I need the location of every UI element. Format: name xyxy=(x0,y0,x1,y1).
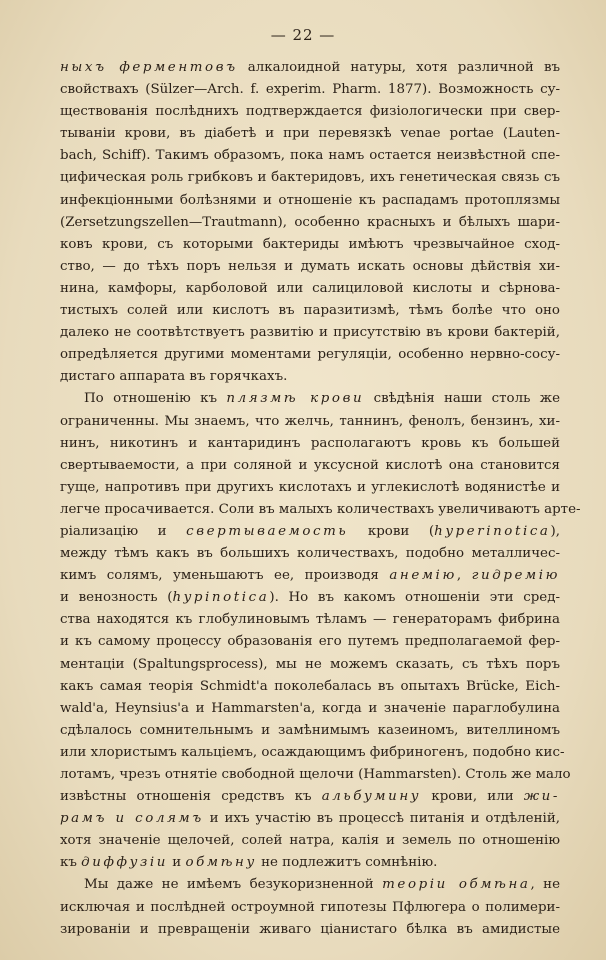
text-line xyxy=(60,123,560,145)
text-line xyxy=(60,256,560,278)
text-run: крови, или xyxy=(421,789,524,805)
text-run: зированіи и превращеніи живаго ціанистаго бѣлка въ амидистые xyxy=(60,921,560,937)
text-line xyxy=(60,212,560,234)
text-run: кимъ солямъ, уменьшаютъ ее, производя xyxy=(60,568,390,584)
text-run: нинъ, никотинъ и кантаридинъ располагаютъ кровь къ большей xyxy=(60,435,560,451)
text-line xyxy=(60,344,560,366)
spaced-emphasis: свертываемость xyxy=(186,523,349,539)
text-run: wald'a, Heynsius'a и Hammarsten'a, когда и значеніе параглобулина xyxy=(60,700,560,716)
text-run: тистыхъ солей или кислотъ въ паразитизмѣ, тѣмъ болѣе что оно xyxy=(60,303,560,319)
text-line xyxy=(60,433,560,455)
text-line xyxy=(60,411,560,433)
text-run: тываніи крови, въ діабетѣ и при перевязкѣ venae portae (Lauten- xyxy=(60,126,560,142)
text-run: и ихъ участію въ процессѣ питанія и отдѣленій, xyxy=(203,811,560,827)
text-line xyxy=(60,300,560,322)
text-run: опредѣляется другими моментами регуляціи, особенно нервно-сосу- xyxy=(60,347,560,363)
text-line xyxy=(60,631,560,653)
text-line xyxy=(60,830,560,852)
text-run: свертываемости, а при соляной и уксусной кислотѣ она становится xyxy=(60,457,560,473)
text-line xyxy=(60,609,560,631)
text-run: крови ( xyxy=(348,523,435,539)
text-run: и къ самому процессу образованія его путемъ предполагаемой фер- xyxy=(60,634,560,650)
text-line xyxy=(60,455,560,477)
text-line xyxy=(60,874,560,896)
text-line xyxy=(60,808,560,830)
text-line xyxy=(60,101,560,123)
text-run: далеко не соотвѣтствуетъ развитію и присутствію въ крови бактерій, xyxy=(60,325,560,341)
text-line xyxy=(60,499,581,521)
body-text xyxy=(60,57,581,941)
text-run: и xyxy=(168,855,186,871)
spaced-emphasis: альбумину xyxy=(321,789,422,805)
text-run: какъ самая теорія Schmidt'а поколебалась въ опытахъ Brücke, Eich- xyxy=(60,678,560,694)
text-line xyxy=(60,897,560,919)
text-line xyxy=(60,786,560,808)
text-run: ковъ крови, съ которыми бактериды имѣютъ чрезвычайное сход- xyxy=(60,236,560,252)
text-run: сдѣлалось сомнительнымъ и замѣнимымъ казеиномъ, вителлиномъ xyxy=(60,722,560,738)
text-line xyxy=(60,676,560,698)
text-run: между тѣмъ какъ въ большихъ количествахъ, подобно металличес- xyxy=(60,546,560,562)
spaced-emphasis: hyperinotica xyxy=(434,523,551,539)
text-line xyxy=(60,764,571,786)
text-line xyxy=(60,587,560,609)
text-line xyxy=(60,57,560,79)
spaced-emphasis: hypinotica xyxy=(172,590,270,606)
text-run: ства находятся къ глобулиновымъ тѣламъ — генераторамъ фибрина xyxy=(60,612,560,628)
text-run: , не xyxy=(530,877,560,893)
text-run: bach, Schiff). Такимъ образомъ, пока намъ остается неизвѣстной спе- xyxy=(60,148,560,164)
spaced-emphasis: плязмѣ крови xyxy=(226,391,365,407)
text-line xyxy=(60,366,560,388)
text-line xyxy=(60,720,560,742)
text-line xyxy=(60,742,565,764)
text-line xyxy=(60,388,560,410)
spaced-emphasis: теоріи обмѣна xyxy=(382,877,531,893)
text-run: исключая и послѣдней остроумной гипотезы Пфлюгера о полимери- xyxy=(60,899,560,915)
text-run: (Zersetzungszellen—Trautmann), особенно красныхъ и бѣлыхъ шари- xyxy=(60,214,560,230)
text-run: , xyxy=(456,568,472,584)
text-run: ментаціи (Spaltungsprocess), мы не можемъ сказать, съ тѣхъ поръ xyxy=(60,656,560,672)
text-run: и венозность ( xyxy=(60,590,173,606)
spaced-emphasis: диффузіи xyxy=(81,855,169,871)
text-run: гуще, напротивъ при другихъ кислотахъ и углекислотѣ водянистѣе и xyxy=(60,479,560,495)
text-run: не подлежитъ сомнѣнію. xyxy=(256,855,438,871)
text-run: Мы даже не имѣемъ безукоризненной xyxy=(84,877,383,893)
spaced-emphasis: обмѣну xyxy=(185,855,257,871)
text-line xyxy=(60,145,560,167)
text-line xyxy=(60,654,560,676)
text-run: дистаго аппарата въ горячкахъ. xyxy=(60,369,288,385)
text-run: свойствахъ (Sülzer—Arch. f. experim. Pharm. 1877). Возможность су- xyxy=(60,82,560,98)
text-run: ществованія послѣднихъ подтверждается физіологически при свер- xyxy=(60,104,560,120)
text-run: къ xyxy=(60,855,82,871)
text-run: нина, камфоры, карболовой или салициловой кислоты и сѣрнова- xyxy=(60,280,560,296)
text-run: ріализацію и xyxy=(60,523,187,539)
text-run: алкалоидной натуры, хотя различной въ xyxy=(237,60,561,75)
text-line xyxy=(60,79,560,101)
text-line xyxy=(60,477,560,499)
text-line xyxy=(60,565,560,587)
text-run: или хлористымъ кальціемъ, осаждающимъ фибриногенъ, подобно кис- xyxy=(60,744,565,760)
text-run: хотя значеніе щелочей, солей натра, калія и земель по отношенію xyxy=(60,833,560,849)
spaced-emphasis: жи- xyxy=(523,789,560,805)
text-line xyxy=(60,190,560,212)
text-run: ство, — до тѣхъ поръ нельзя и думать искать основы дѣйствія хи- xyxy=(60,258,560,274)
text-line xyxy=(60,521,560,543)
text-line xyxy=(60,698,560,720)
spaced-emphasis: анемію xyxy=(389,568,457,584)
text-line xyxy=(60,543,560,565)
text-run: извѣстны отношенія средствъ къ xyxy=(60,789,322,805)
text-run: лотамъ, чрезъ отнятіе свободной щелочи (Hammarsten). Столь же мало xyxy=(60,767,571,782)
text-line xyxy=(60,167,560,189)
text-run: легче просачивается. Соли въ малыхъ количествахъ увеличиваютъ арте- xyxy=(60,501,581,517)
text-line xyxy=(60,322,560,344)
text-line xyxy=(60,919,560,941)
text-line xyxy=(60,234,560,256)
text-run: ограниченны. Мы знаемъ, что желчь, таннинъ, фенолъ, бензинъ, хи- xyxy=(60,413,560,429)
page-number: — 22 — xyxy=(270,26,336,44)
text-line xyxy=(60,852,560,874)
text-run: цифическая роль грибковъ и бактеридовъ, ихъ генетическая связь съ xyxy=(60,170,560,186)
spaced-emphasis: ныхъ ферментовъ xyxy=(60,60,238,75)
spaced-emphasis: гидремію xyxy=(471,568,561,584)
text-run: ). Но въ какомъ отношеніи эти сред- xyxy=(269,590,560,606)
text-run: По отношенію къ xyxy=(84,391,227,407)
text-run: свѣдѣнія наши столь же xyxy=(364,391,560,407)
text-run: ), xyxy=(550,523,560,539)
text-run: инфекціонными болѣзнями и отношеніе къ распадамъ протоплязмы xyxy=(60,192,560,208)
text-line xyxy=(60,278,560,300)
spaced-emphasis: рамъ и солямъ xyxy=(60,811,204,827)
